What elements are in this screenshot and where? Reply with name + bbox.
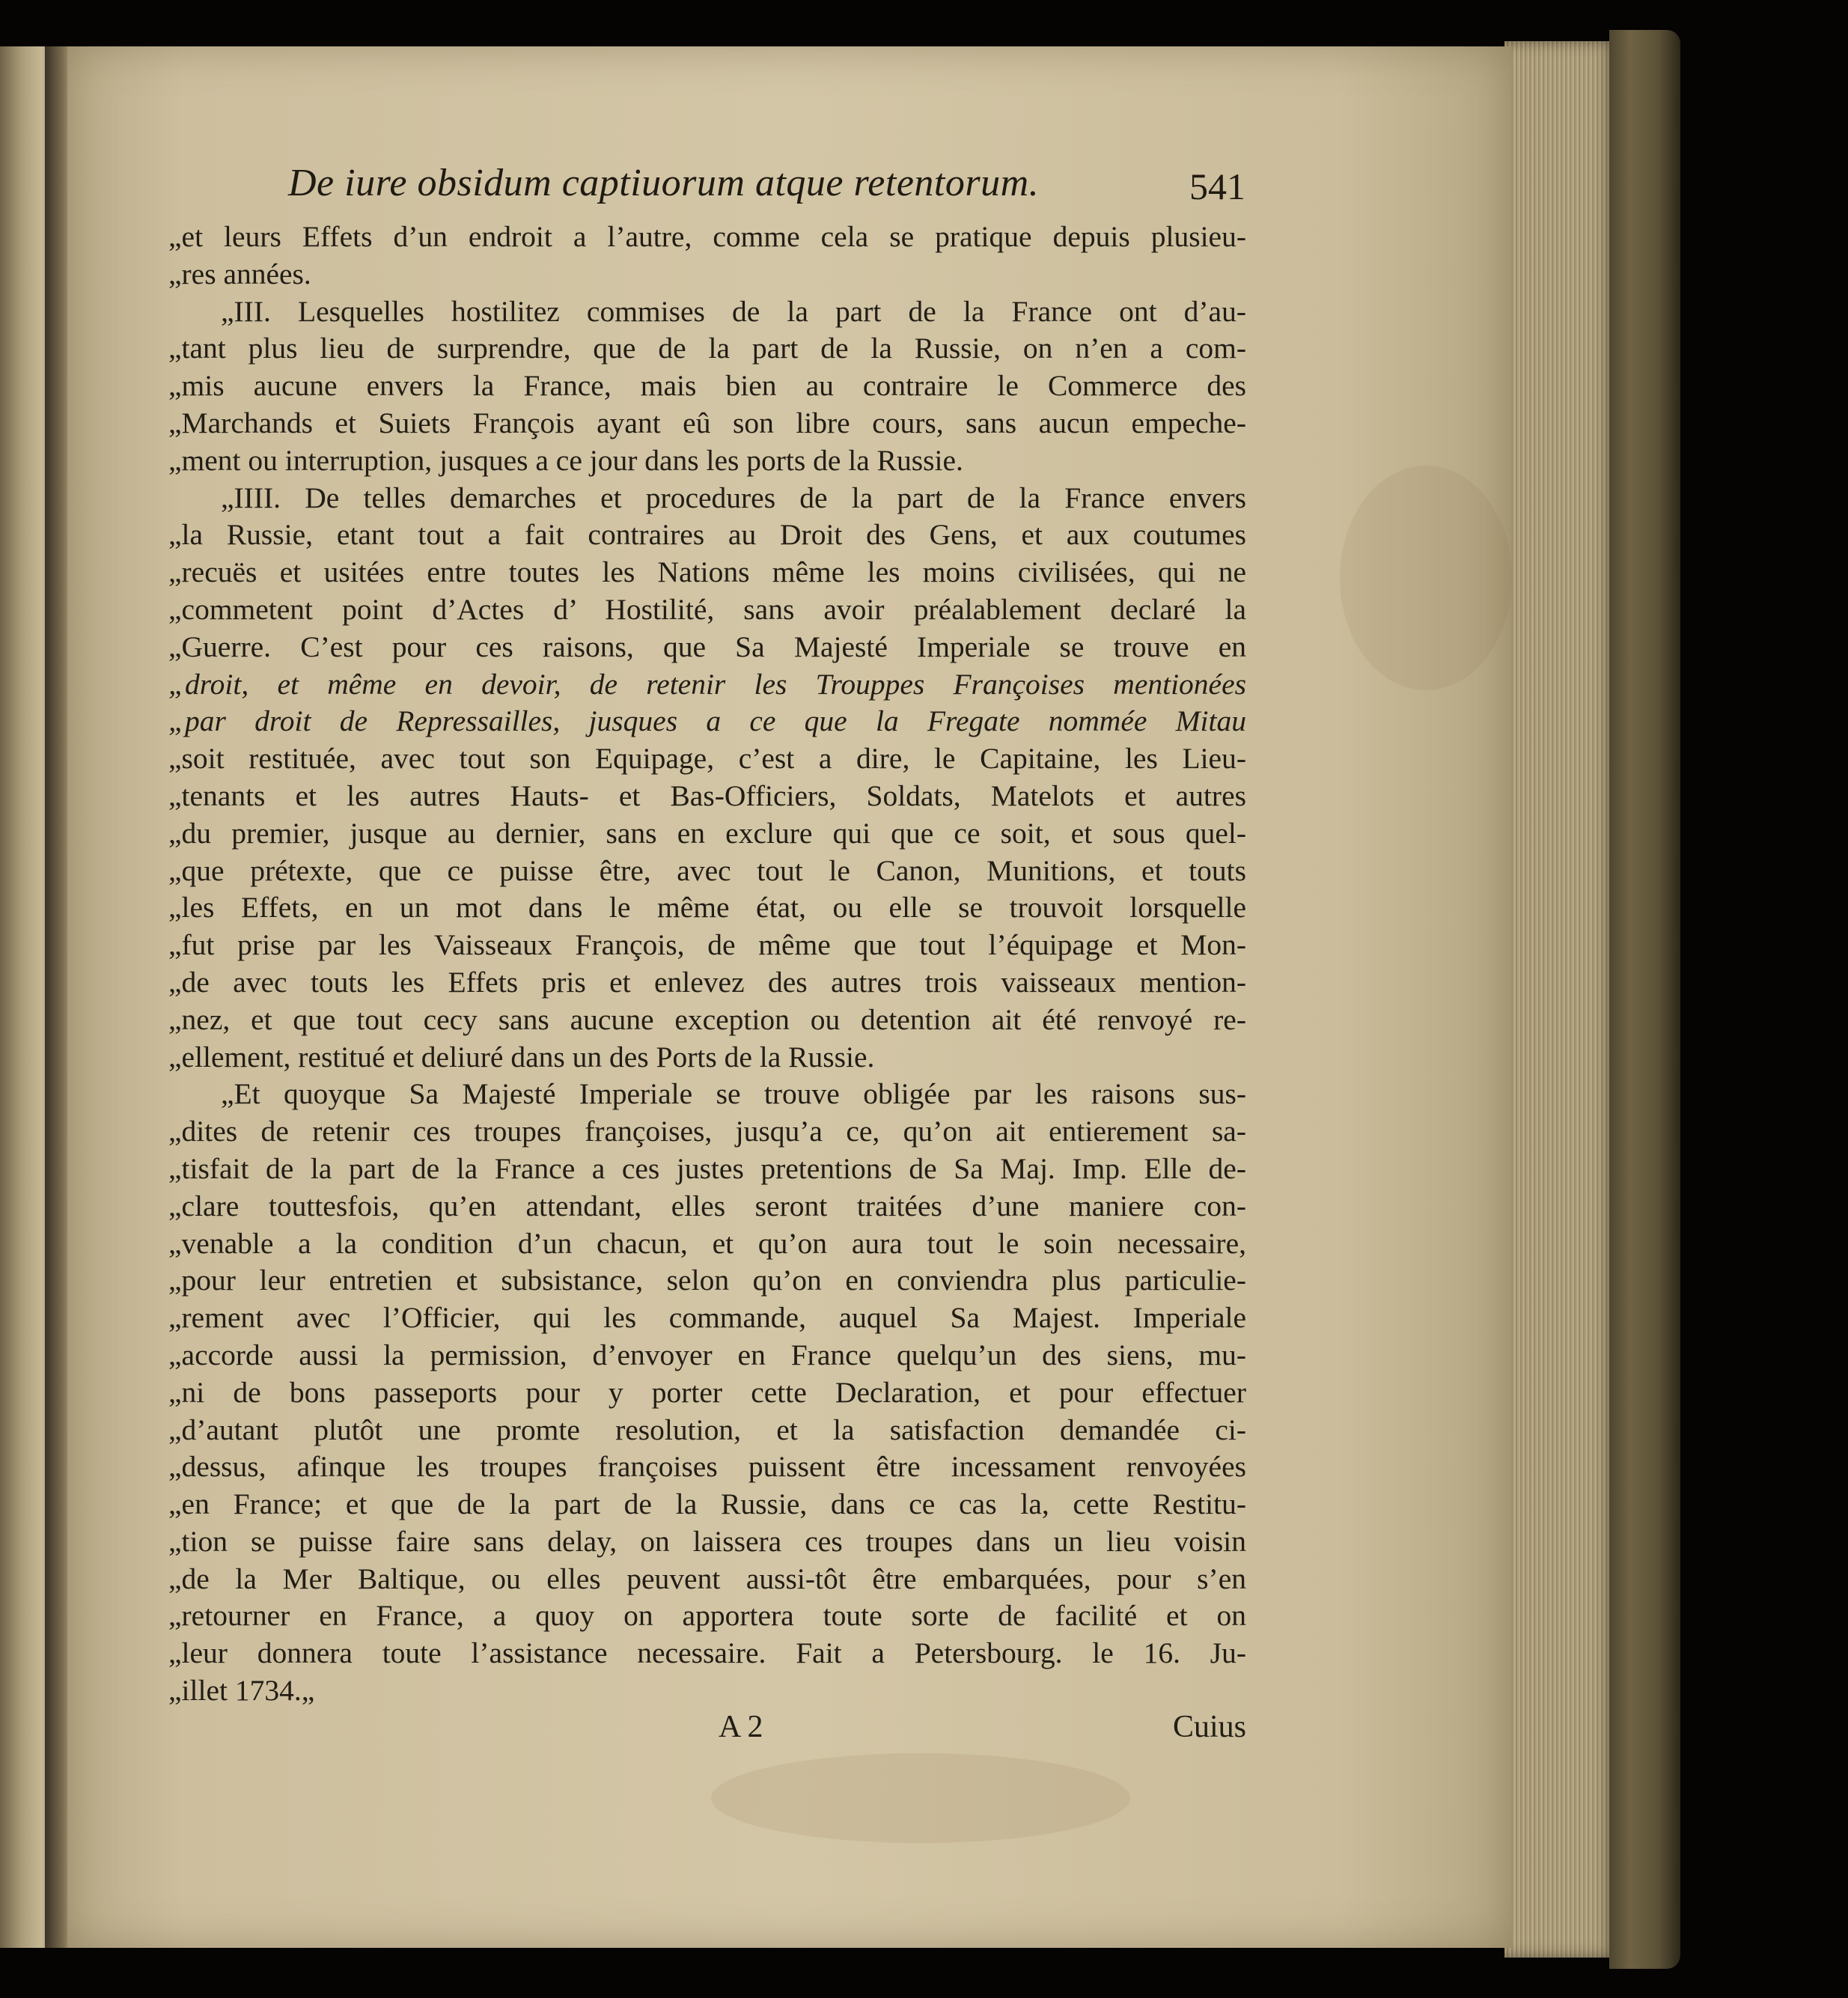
- bleed-through-stain: [711, 1753, 1130, 1843]
- text-line: „clare touttesfois, qu’en attendant, elles seront traitées d’une maniere con-: [168, 1189, 1246, 1222]
- text-line: „ellement, restitué et deliuré dans un des Ports de la Russie.: [168, 1040, 875, 1073]
- text-line: „fut prise par les Vaisseaux François, de même que tout l’équipage et Mon-: [168, 928, 1246, 962]
- text-line: „mis aucune envers la France, mais bien au contraire le Commerce des: [168, 369, 1246, 403]
- body-text: [168, 219, 1246, 1710]
- text-line: „nez, et que tout cecy sans aucune exception ou detention ait été renvoyé re-: [168, 1002, 1246, 1036]
- text-line: „de la Mer Baltique, ou elles peuvent aussi-tôt être embarquées, pour s’en: [168, 1562, 1246, 1595]
- text-line: „tant plus lieu de surprendre, que de la part de la Russie, on n’en a com-: [168, 332, 1246, 365]
- text-line: „la Russie, etant tout a fait contraires au Droit des Gens, et aux coutumes: [168, 518, 1246, 552]
- book-cover-edge: [1609, 30, 1680, 1969]
- text-line: „de avec touts les Effets pris et enlevez des autres trois vaisseaux mention-: [168, 965, 1246, 999]
- text-line: „dites de retenir ces troupes françoises, jusqu’a ce, qu’on ait entierement sa-: [168, 1115, 1246, 1148]
- text-line: „soit restituée, avec tout son Equipage, c’est a dire, le Capitaine, les Lieu-: [168, 742, 1246, 776]
- text-line: „les Effets, en un mot dans le même état, ou elle se trouvoit lorsquelle: [168, 891, 1246, 925]
- text-line: „venable a la condition d’un chacun, et qu’on aura tout le soin necessaire,: [168, 1226, 1246, 1260]
- catchword: Cuius: [1172, 1710, 1246, 1744]
- text-line: „retourner en France, a quoy on apportera toute sorte de facilité et on: [168, 1599, 1246, 1633]
- text-line: „dessus, afinque les troupes françoises puissent être incessament renvoyées: [168, 1450, 1246, 1484]
- text-line: „IIII. De telles demarches et procedures de la part de la France envers: [221, 481, 1246, 514]
- text-line: „tion se puisse faire sans delay, on laissera ces troupes dans un lieu voisin: [168, 1524, 1246, 1558]
- text-line: „res années.: [168, 257, 311, 290]
- text-line: „accorde aussi la permission, d’envoyer en France quelqu’un des siens, mu-: [168, 1338, 1246, 1371]
- text-line: „Guerre. C’est pour ces raisons, que Sa Majesté Imperiale se trouve en: [168, 630, 1246, 663]
- text-line: „rement avec l’Officier, qui les commande, auquel Sa Majest. Imperiale: [168, 1301, 1246, 1335]
- text-line: „ment ou interruption, jusques a ce jour dans les ports de la Russie.: [168, 443, 963, 477]
- text-line: „tisfait de la part de la France a ces justes pretentions de Sa Maj. Imp. Elle de-: [168, 1151, 1246, 1185]
- text-line: „ni de bons passeports pour y porter cette Declaration, et pour effectuer: [168, 1375, 1246, 1409]
- text-line: „droit, et même en devoir, de retenir les Trouppes Françoises mentionées: [168, 667, 1246, 701]
- page-stack-edge: [1504, 41, 1617, 1958]
- text-line: „Et quoyque Sa Majesté Imperiale se trouve obligée par les raisons sus-: [221, 1077, 1246, 1111]
- text-line: „leur donnera toute l’assistance necessaire. Fait a Petersbourg. le 16. Ju-: [168, 1636, 1246, 1670]
- text-line: „que prétexte, que ce puisse être, avec tout le Canon, Munitions, et touts: [168, 853, 1246, 887]
- text-line: „III. Lesquelles hostilitez commises de la part de la France ont d’au-: [221, 294, 1246, 328]
- signature-mark: A 2: [719, 1710, 763, 1744]
- text-line: „Marchands et Suiets François ayant eû son libre cours, sans aucun empeche-: [168, 406, 1246, 439]
- page-number: 541: [1189, 165, 1245, 207]
- text-line: „d’autant plutôt une promte resolution, et la satisfaction demandée ci-: [168, 1413, 1246, 1446]
- running-title: De iure obsidum captiuorum atque retentorum.: [288, 162, 1040, 204]
- text-line: „recuës et usitées entre toutes les Nations même les moins civilisées, qui ne: [168, 555, 1246, 589]
- text-line: „pour leur entretien et subsistance, selon qu’on en conviendra plus particulie-: [168, 1264, 1246, 1297]
- text-line: „du premier, jusque au dernier, sans en exclure qui que ce soit, et sous quel-: [168, 816, 1246, 850]
- text-line: „en France; et que de la part de la Russie, dans ce cas la, cette Restitu-: [168, 1487, 1246, 1521]
- page-footer: [168, 1709, 1246, 1746]
- text-line: „illet 1734.„: [168, 1674, 315, 1708]
- text-line: „commetent point d’Actes d’ Hostilité, sans avoir préalablement declaré la: [168, 592, 1246, 626]
- text-line: „et leurs Effets d’un endroit a l’autre, comme cela se pratique depuis plusieu-: [168, 220, 1246, 253]
- text-line: „tenants et les autres Hauts- et Bas-Officiers, Soldats, Matelots et autres: [168, 779, 1246, 812]
- bleed-through-stain: [1340, 466, 1512, 690]
- text-line: „par droit de Repressailles, jusques a ce que la Fregate nommée Mitau: [168, 704, 1246, 738]
